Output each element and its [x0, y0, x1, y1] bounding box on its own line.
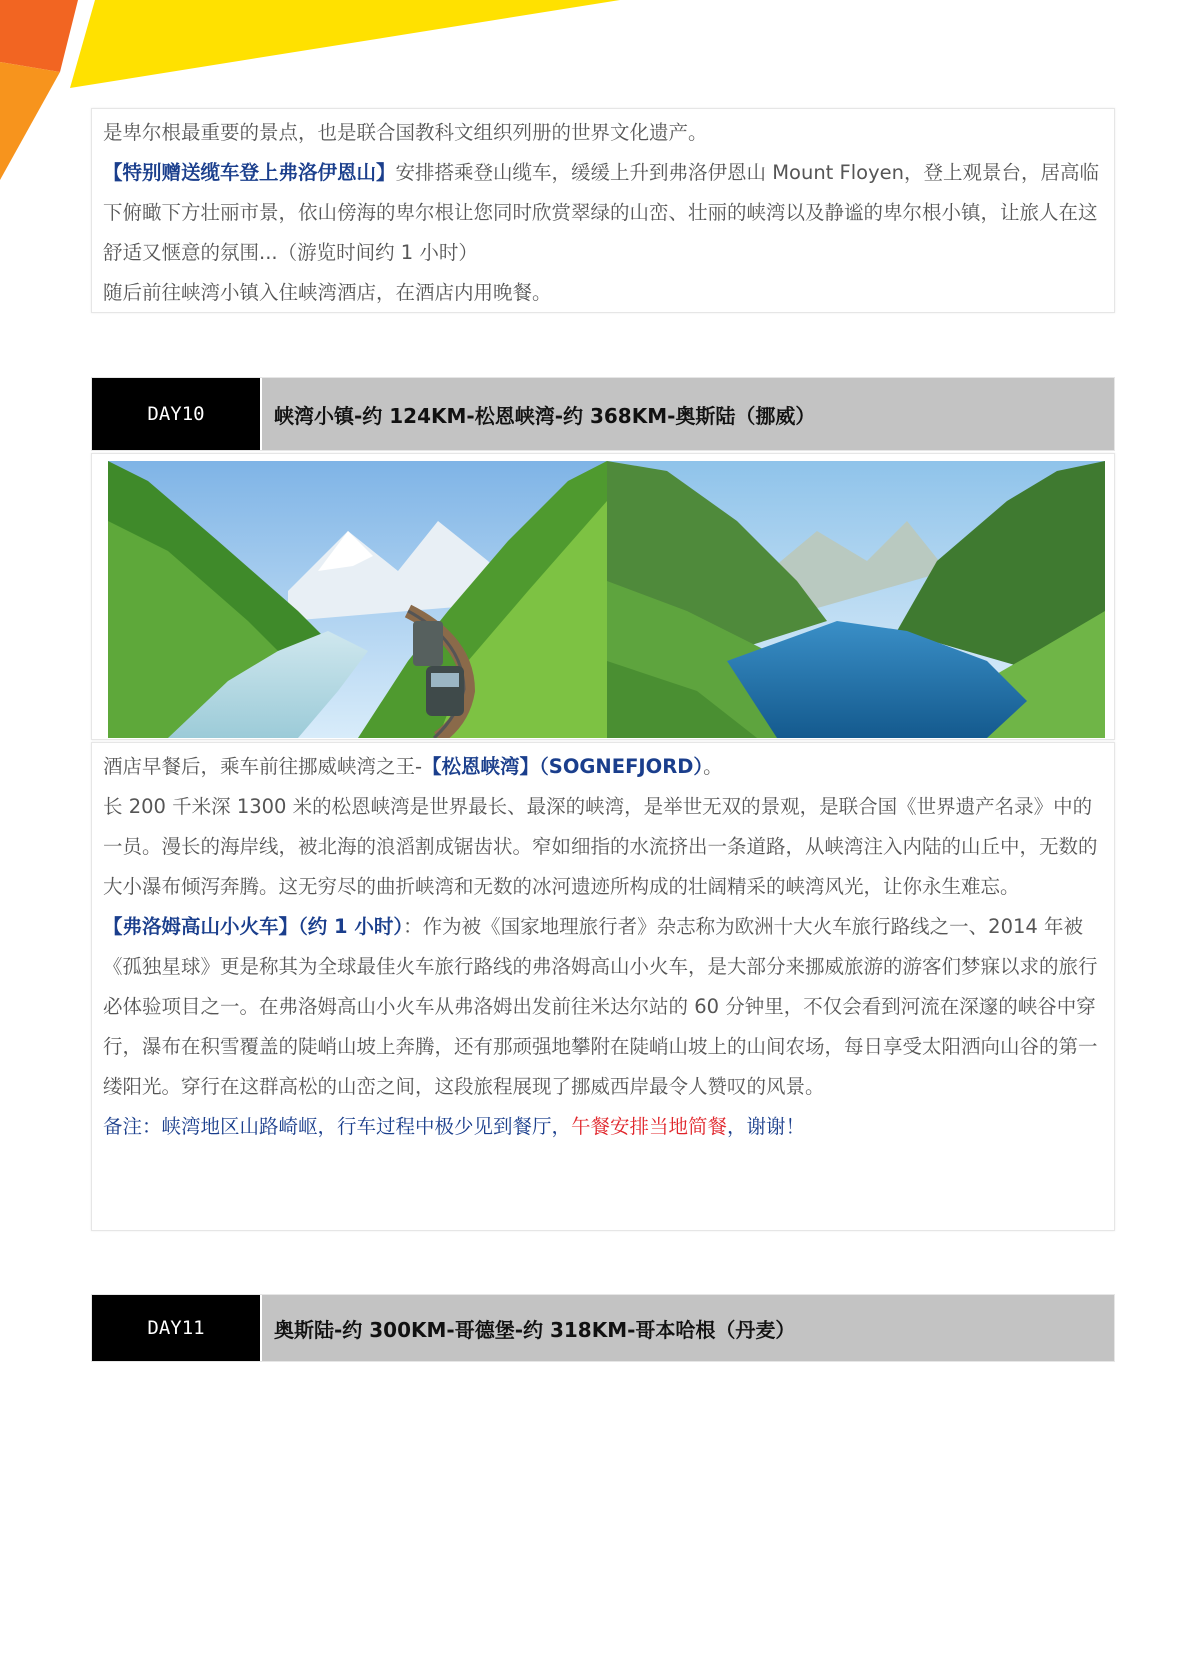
day10-note	[103, 1107, 1104, 1147]
cable-car-text: 安排搭乘登山缆车，缓缓上升到弗洛伊恩山 Mount Floyen，登上观景台，居高临下俯瞰下方壮丽市景，依山傍海的卑尔根让您同时欣赏翠绿的山峦、壮丽的峡湾以及静谧的卑尔根小镇，让旅人在这舒适又惬意的氛围...（游览时间约 1 小时）	[103, 161, 1099, 264]
day11-label: DAY11	[92, 1295, 260, 1361]
sognefjord-description: 长 200 千米深 1300 米的松恩峡湾是世界最长、最深的峡湾，是举世无双的景观，是联合国《世界遗产名录》中的一员。漫长的海岸线，被北海的浪滔割成锯齿状。窄如细指的水流挤出一条道路，从峡湾注入内陆的山丘中，无数的大小瀑布倾泻奔腾。这无穷尽的曲折峡湾和无数的冰河遗迹所构成的壮阔精采的峡湾风光，让你永生难忘。	[103, 795, 1098, 898]
bergen-heritage-line: 是卑尔根最重要的景点，也是联合国教科文组织列册的世界文化遗产。	[103, 121, 708, 144]
intro-end: 。	[703, 755, 723, 778]
note-text: 备注：峡湾地区山路崎岖，行车过程中极少见到餐厅，	[103, 1115, 572, 1138]
day11-header	[91, 1294, 1115, 1362]
flam-railway-title: 【弗洛姆高山小火车】（约 1 小时）	[103, 915, 404, 938]
day10-label: DAY10	[92, 378, 260, 450]
sognefjord-photo	[607, 461, 1105, 738]
note-lunch-highlight: 午餐安排当地简餐	[571, 1115, 728, 1138]
intro-text: 酒店早餐后，乘车前往挪威峡湾之王-	[103, 755, 423, 778]
cable-car-paragraph	[103, 153, 1104, 273]
sognefjord-intro	[103, 747, 1104, 787]
flam-railway-text: ：作为被《国家地理旅行者》杂志称为欧洲十大火车旅行路线之一、2014 年被《孤独星球》更是称其为全球最佳火车旅行路线的弗洛姆高山小火车，是大部分来挪威旅游的游客们梦寐以求的旅行必体验项目之一。在弗洛姆高山小火车从弗洛姆出发前往米达尔站的 60 分钟里，不仅会看到河流在深邃的峡谷中穿行，瀑布在积雪覆盖的陡峭山坡上奔腾，还有那顽强地攀附在陡峭山坡上的山间农场，每日享受太阳洒向山谷的第一缕阳光。穿行在这群高松的山峦之间，这段旅程展现了挪威西岸最令人赞叹的风景。	[103, 915, 1098, 1098]
day10-photos	[108, 461, 1105, 738]
note-end: ，谢谢！	[727, 1115, 806, 1138]
day11-title: 奥斯陆-约 300KM-哥德堡-约 318KM-哥本哈根（丹麦）	[262, 1295, 1114, 1361]
hotel-line: 随后前往峡湾小镇入住峡湾酒店，在酒店内用晚餐。	[103, 281, 552, 304]
day10-header	[91, 377, 1115, 451]
day10-title: 峡湾小镇-约 124KM-松恩峡湾-约 368KM-奥斯陆（挪威）	[262, 378, 1114, 450]
day10-content	[91, 742, 1115, 1231]
flam-railway-paragraph	[103, 907, 1104, 1107]
flam-railway-photo	[108, 461, 607, 738]
prev-day-content	[91, 108, 1115, 313]
sognefjord-highlight: 【松恩峡湾】（SOGNEFJORD）	[422, 755, 704, 778]
cable-car-title: 【特别赠送缆车登上弗洛伊恩山】	[103, 161, 396, 184]
